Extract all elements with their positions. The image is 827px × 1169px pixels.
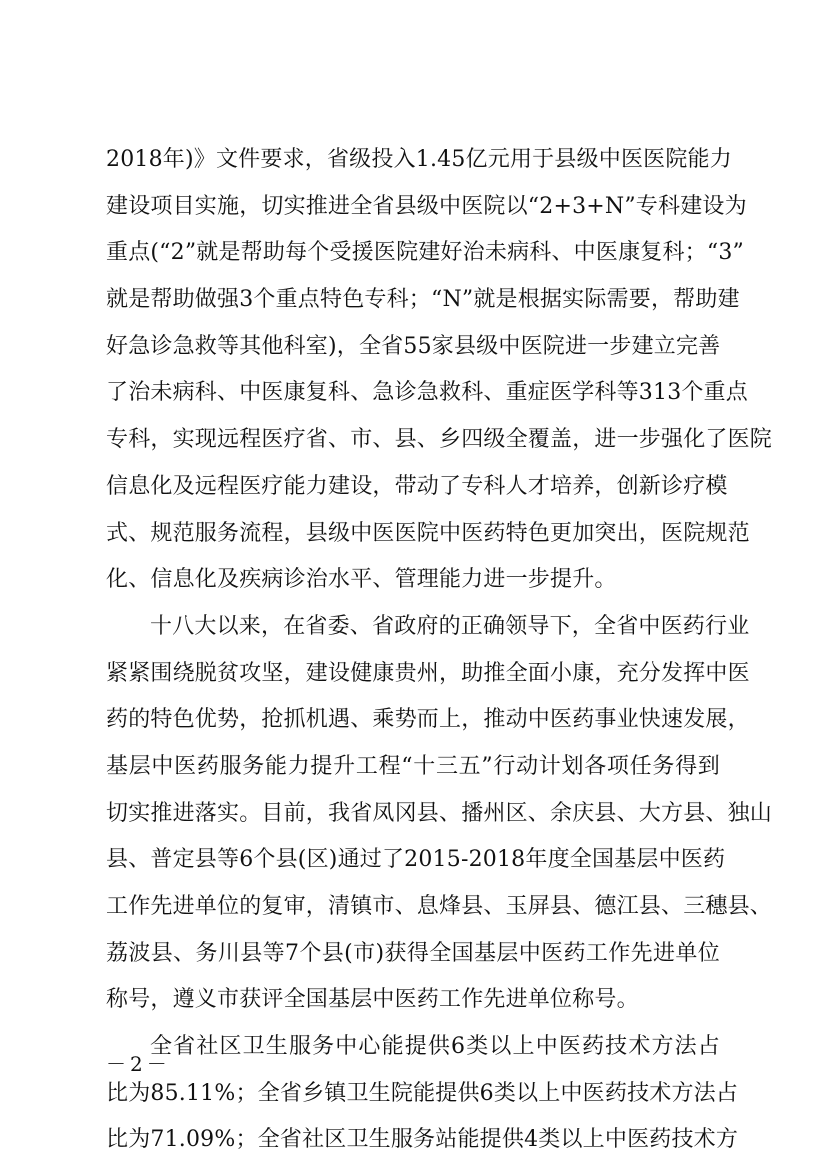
- page-number: －2－: [106, 1052, 171, 1076]
- text-line: 荔波县、务川县等7个县(市)获得全国基层中医药工作先进单位: [106, 940, 720, 966]
- text-line: 2018年)》文件要求，省级投入1.45亿元用于县级中医医院能力: [106, 147, 732, 172]
- text-line: 称号，遵义市获评全国基层中医药工作先进单位称号。: [106, 987, 639, 1013]
- text-line: 专科，实现远程医疗省、市、县、乡四级全覆盖，进一步强化了医院: [106, 427, 773, 453]
- text-line: 药的特色优势，抢抓机遇、乘势而上，推动中医药事业快速发展，: [106, 707, 750, 733]
- text-line: 信息化及远程医疗能力建设，带动了专科人才培养，创新诊疗模: [106, 473, 728, 499]
- text-line: 工作先进单位的复审，清镇市、息烽县、玉屏县、德江县、三穗县、: [106, 894, 773, 919]
- text-line: 建设项目实施，切实推进全省县级中医院以“2+3+N”专科建设为: [106, 193, 747, 219]
- text-line: 重点(“2”就是帮助每个受援医院建好治未病科、中医康复科；“3”: [106, 240, 744, 266]
- paragraph-first-line: 十八大以来，在省委、省政府的正确领导下，全省中医药行业: [150, 613, 750, 639]
- text-line: 就是帮助做强3个重点特色专科；“N”就是根据实际需要，帮助建: [106, 287, 740, 313]
- paragraph-first-line: 全省社区卫生服务中心能提供6类以上中医药技术方法占: [150, 1034, 720, 1060]
- text-line: 切实推进落实。目前，我省凤冈县、播州区、余庆县、大方县、独山: [106, 800, 773, 826]
- text-line: 比为71.09%；全省社区卫生服务站能提供4类以上中医药技术方: [106, 1127, 739, 1153]
- text-line: 县、普定县等6个县(区)通过了2015-2018年度全国基层中医药: [106, 847, 726, 873]
- text-line: 紧紧围绕脱贫攻坚，建设健康贵州，助推全面小康，充分发挥中医: [106, 660, 750, 686]
- text-line: 式、规范服务流程，县级中医医院中医药特色更加突出，医院规范: [106, 520, 750, 546]
- text-line: 基层中医药服务能力提升工程“十三五”行动计划各项任务得到: [106, 753, 720, 779]
- body-text: [106, 137, 773, 1164]
- text-line: 比为85.11%；全省乡镇卫生院能提供6类以上中医药技术方法占: [106, 1080, 739, 1106]
- text-line: 化、信息化及疾病诊治水平、管理能力进一步提升。: [106, 567, 617, 593]
- text-line: 了治未病科、中医康复科、急诊急救科、重症医学科等313个重点: [106, 380, 748, 406]
- text-line: 好急诊急救等其他科室)，全省55家县级中医院进一步建立完善: [106, 333, 721, 359]
